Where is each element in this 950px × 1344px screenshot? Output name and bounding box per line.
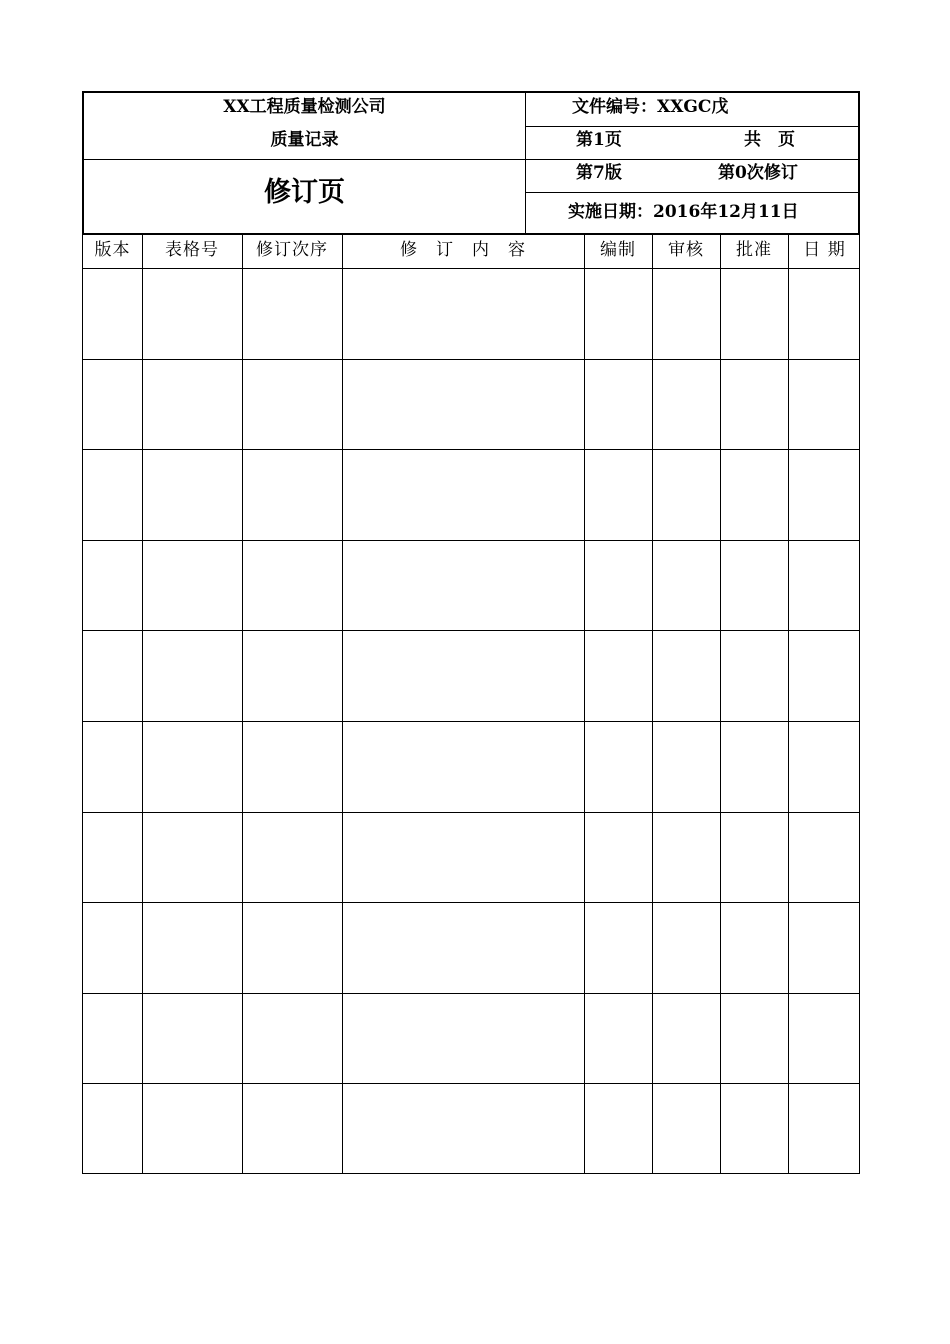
table-cell-revision-seq (242, 540, 342, 631)
table-cell-reviewed-by (652, 902, 720, 993)
table-cell-version (83, 812, 142, 903)
table-cell-approved-by (720, 449, 788, 540)
header-divider-right-2 (525, 159, 858, 160)
column-header-date: 日 期 (803, 240, 846, 260)
table-cell-form-no (142, 902, 242, 993)
table-cell-version (83, 268, 142, 359)
table-cell-revision-seq (242, 630, 342, 721)
column-header-form-no: 表格号 (165, 240, 219, 260)
table-cell-reviewed-by (652, 812, 720, 903)
table-cell-date (788, 268, 861, 359)
table-cell-prepared-by (584, 449, 652, 540)
table-cell-reviewed-by (652, 630, 720, 721)
table-cell-version (83, 1083, 142, 1174)
table-cell-date (788, 812, 861, 903)
table-cell-revision-content (342, 449, 584, 540)
column-header-revision-content: 修 订 内 容 (400, 240, 526, 260)
table-cell-form-no (142, 721, 242, 812)
table-cell-form-no (142, 812, 242, 903)
page-number: 第1页 (576, 130, 622, 150)
table-cell-prepared-by (584, 359, 652, 450)
table-cell-revision-seq (242, 902, 342, 993)
document-header (82, 91, 860, 235)
table-cell-reviewed-by (652, 268, 720, 359)
table-cell-date (788, 359, 861, 450)
table-cell-revision-content (342, 268, 584, 359)
table-cell-approved-by (720, 1083, 788, 1174)
table-cell-revision-seq (242, 449, 342, 540)
table-cell-form-no (142, 1083, 242, 1174)
column-header-reviewed-by: 审核 (668, 240, 704, 260)
table-cell-approved-by (720, 359, 788, 450)
header-divider-right-1 (525, 126, 858, 127)
table-cell-version (83, 630, 142, 721)
table-cell-date (788, 993, 861, 1084)
table-cell-form-no (142, 540, 242, 631)
table-cell-revision-content (342, 902, 584, 993)
table-cell-date (788, 449, 861, 540)
table-cell-version (83, 721, 142, 812)
total-pages: 共 页 (744, 130, 795, 150)
revision-table (82, 235, 860, 1174)
table-cell-reviewed-by (652, 721, 720, 812)
column-header-approved-by: 批准 (736, 240, 772, 260)
table-cell-version (83, 902, 142, 993)
table-cell-revision-content (342, 359, 584, 450)
file-number: 文件编号：XXGC戊 (572, 97, 729, 117)
column-header-version: 版本 (94, 240, 131, 260)
table-cell-form-no (142, 268, 242, 359)
table-cell-date (788, 902, 861, 993)
table-cell-revision-seq (242, 1083, 342, 1174)
table-cell-reviewed-by (652, 359, 720, 450)
table-cell-approved-by (720, 630, 788, 721)
version-number: 第7版 (576, 163, 622, 183)
table-cell-prepared-by (584, 630, 652, 721)
table-cell-approved-by (720, 540, 788, 631)
table-cell-approved-by (720, 993, 788, 1084)
table-cell-approved-by (720, 902, 788, 993)
table-cell-revision-content (342, 540, 584, 631)
table-cell-date (788, 1083, 861, 1174)
table-cell-prepared-by (584, 993, 652, 1084)
table-cell-reviewed-by (652, 993, 720, 1084)
table-cell-revision-content (342, 1083, 584, 1174)
table-cell-form-no (142, 993, 242, 1084)
table-cell-prepared-by (584, 902, 652, 993)
table-cell-form-no (142, 449, 242, 540)
table-cell-prepared-by (584, 1083, 652, 1174)
table-cell-reviewed-by (652, 449, 720, 540)
header-divider-vertical (525, 93, 526, 233)
effective-date: 实施日期：2016年12月11日 (568, 202, 799, 222)
revision-number: 第0次修订 (718, 163, 798, 183)
table-cell-reviewed-by (652, 1083, 720, 1174)
table-cell-version (83, 449, 142, 540)
header-divider-left (84, 159, 525, 160)
table-cell-prepared-by (584, 721, 652, 812)
table-cell-revision-content (342, 630, 584, 721)
table-cell-revision-seq (242, 993, 342, 1084)
table-cell-revision-seq (242, 268, 342, 359)
table-cell-version (83, 359, 142, 450)
table-cell-revision-seq (242, 359, 342, 450)
table-cell-version (83, 540, 142, 631)
table-cell-prepared-by (584, 268, 652, 359)
record-type: 质量记录 (270, 130, 339, 150)
table-cell-version (83, 993, 142, 1084)
column-header-revision-seq: 修订次序 (256, 240, 328, 260)
table-cell-revision-content (342, 721, 584, 812)
company-name: XX工程质量检测公司 (223, 97, 386, 117)
table-cell-prepared-by (584, 540, 652, 631)
table-cell-revision-content (342, 993, 584, 1084)
table-cell-reviewed-by (652, 540, 720, 631)
page-title: 修订页 (264, 177, 345, 208)
table-cell-prepared-by (584, 812, 652, 903)
table-cell-revision-seq (242, 721, 342, 812)
table-cell-date (788, 721, 861, 812)
table-cell-form-no (142, 630, 242, 721)
table-cell-form-no (142, 359, 242, 450)
table-cell-approved-by (720, 812, 788, 903)
table-cell-approved-by (720, 268, 788, 359)
table-cell-revision-content (342, 812, 584, 903)
table-cell-approved-by (720, 721, 788, 812)
table-cell-date (788, 540, 861, 631)
header-divider-right-3 (525, 192, 858, 193)
table-cell-revision-seq (242, 812, 342, 903)
table-cell-date (788, 630, 861, 721)
column-header-prepared-by: 编制 (600, 240, 636, 260)
